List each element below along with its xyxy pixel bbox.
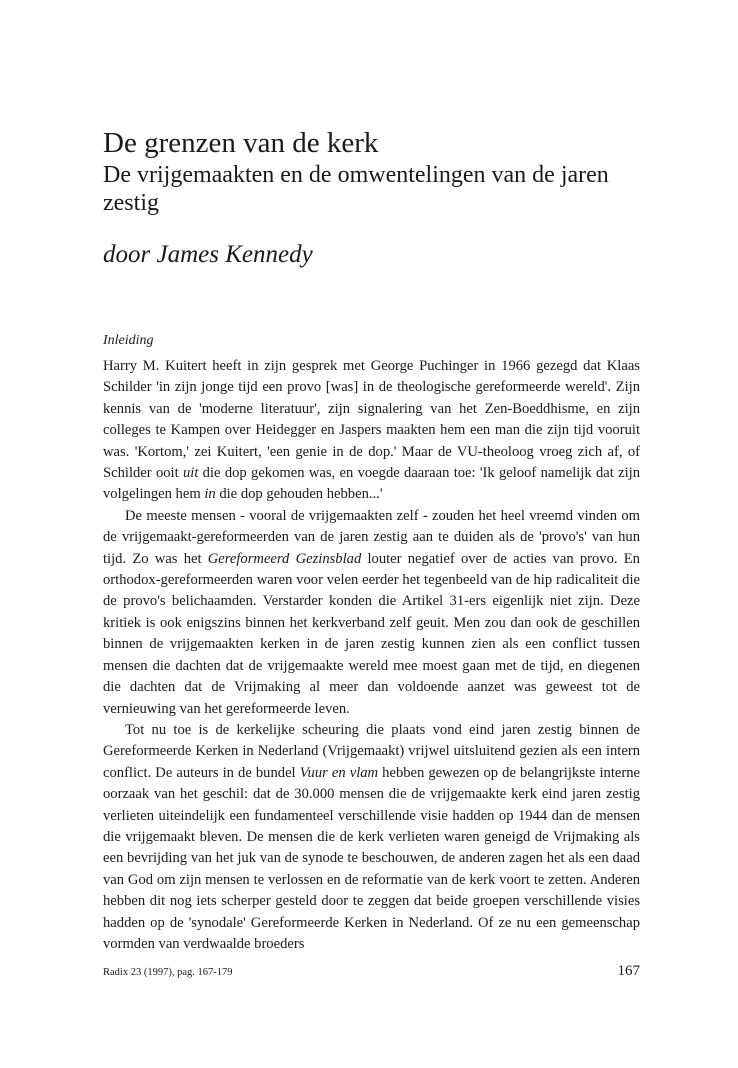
paragraph-2-publication-title: Gereformeerd Gezinsblad	[207, 550, 362, 567]
paragraph-1	[103, 356, 640, 506]
paragraph-3-book-title: Vuur en vlam	[299, 764, 379, 781]
section-heading: Inleiding	[103, 333, 154, 348]
article-author: door James Kennedy	[103, 241, 313, 268]
paragraph-1-emphasis-in: in	[204, 486, 216, 503]
article-title: De grenzen van de kerk	[103, 127, 379, 159]
footer-citation: Radix 23 (1997), pag. 167-179	[103, 967, 233, 978]
paragraph-3	[103, 720, 640, 955]
paragraph-2-text-2: louter negatief over de acties van provo. En orthodox-gereformeerden waren voor velen eerder het tegenbeeld van de hip radicaliteit die de provo's belichaamden. Verstarder konden die Artikel 31-ers eigenlijk niet zijn. Deze kritiek is ook enigszins binnen het kerkverband zelf geuit. Men zou dan ook de geschillen binnen de vrijgemaakten kerken in de jaren zestig kunnen zien als een conflict tussen mensen die dachten dat de vrijgemaakte wereld mee moest gaan met de tijd, en diegenen die dachten dat de Vrijmaking al meer dan voldoende aanzet was geweest tot de vernieuwing van het gereformeerde leven.	[103, 550, 640, 717]
paragraph-1-text-3: die dop gehouden hebben...'	[215, 486, 383, 503]
page-number: 167	[617, 963, 640, 979]
article-body	[103, 356, 640, 955]
paragraph-1-text-2: die dop gekomen was, en voegde daaraan toe: 'Ik geloof namelijk dat zijn volgelingen hem	[103, 465, 640, 503]
paragraph-1-emphasis-uit: uit	[182, 465, 199, 482]
paragraph-3-text-1: Tot nu toe is de kerkelijke scheuring die plaats vond eind jaren zestig binnen de Gereformeerde Kerken in Nederland (Vrijgemaakt) vrijwel uitsluitend gezien als een intern conflict. De auteurs in de bundel	[103, 721, 640, 781]
article-subtitle: De vrijgemaakten en de omwentelingen van de jaren zestig	[103, 162, 609, 216]
paragraph-2-text-1: De meeste mensen - vooral de vrijgemaakten zelf - zouden het heel vreemd vinden om de vrijgemaakt-gereformeerden van de jaren zestig aan te duiden als de 'provo's' van hun tijd. Zo was het	[103, 507, 640, 567]
paragraph-2	[103, 506, 640, 720]
paragraph-1-text-1: Harry M. Kuitert heeft in zijn gesprek met George Puchinger in 1966 gezegd dat Klaas Schilder 'in zijn jonge tijd een provo [was] in de theologische gereformeerde wereld'. Zijn kennis van de 'moderne literatuur', zijn signalering van het Zen-Boeddhisme, en zijn colleges te Kampen over Heidegger en Jaspers maakten hem een man die zijn tijd vooruit was. 'Kortom,' zei Kuitert, 'een genie in de dop.' Maar de VU-theoloog vroeg zich af, of Schilder ooit	[103, 358, 640, 482]
paragraph-3-text-2: hebben gewezen op de belangrijkste interne oorzaak van het geschil: dat de 30.000 mensen die de vrijgemaakte kerk eind jaren zestig verlieten uiteindelijk een fundamenteel verschillende visie hadden op 1944 dan de mensen die vrijgemaakt bleven. De mensen die de kerk verlieten waren geneigd de Vrijmaking als een bevrijding van het juk van de synode te beschouwen, de anderen zagen het als een daad van God om zijn mensen te verlossen en de reformatie van de kerk voort te zetten. Anderen hebben dit nog iets scherper gesteld door te zeggen dat beide groepen verschillende visies hadden op de 'synodale' Gereformeerde Kerken in Nederland. Of ze nu een gemeenschap vormden van verdwaalde broeders	[103, 764, 640, 952]
